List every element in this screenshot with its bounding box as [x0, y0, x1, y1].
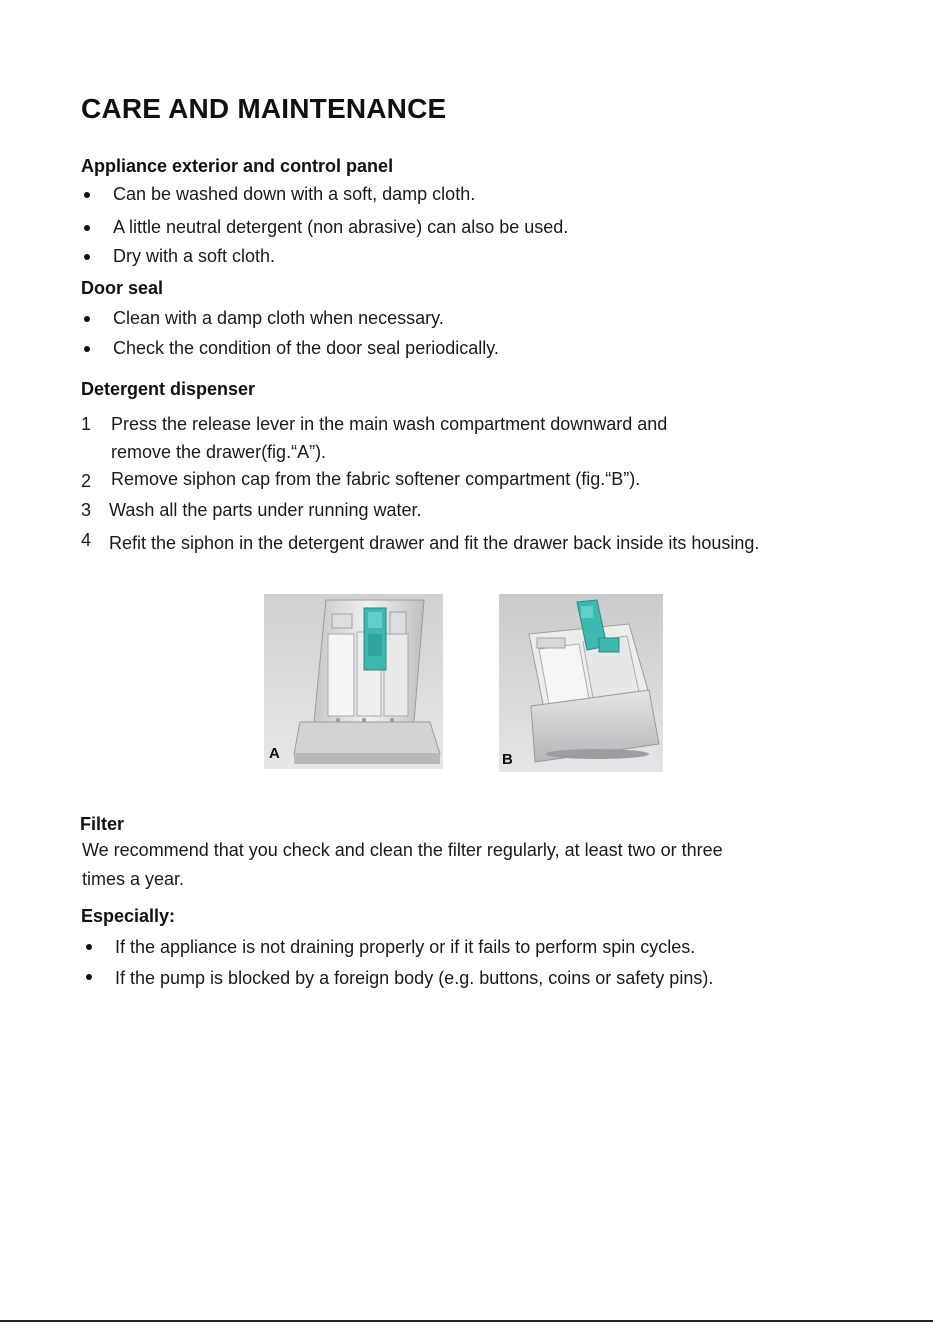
list-item: If the appliance is not draining properly or if it fails to perform spin cycles.	[115, 937, 696, 957]
section-heading-door-seal: Door seal	[81, 278, 164, 298]
list-item: Can be washed down with a soft, damp cloth.	[113, 184, 476, 204]
step-number: 4	[81, 530, 92, 550]
bullet-icon	[84, 225, 90, 231]
step-text: Wash all the parts under running water.	[109, 500, 422, 520]
step-text: Refit the siphon in the detergent drawer and fit the drawer back inside its housing.	[109, 533, 760, 553]
bullet-icon	[84, 192, 90, 198]
section-heading-filter: Filter	[80, 814, 125, 834]
bullet-icon	[86, 974, 92, 980]
paragraph-line: times a year.	[82, 869, 185, 889]
page-title: CARE AND MAINTENANCE	[81, 93, 447, 124]
bullet-icon	[84, 346, 90, 352]
list-item: Clean with a damp cloth when necessary.	[113, 308, 444, 328]
step-text: Remove siphon cap from the fabric softener compartment (fig.“B”).	[111, 469, 641, 489]
detergent-drawer-angled-view-icon	[499, 594, 663, 772]
figure-b-drawer-image	[499, 594, 663, 772]
bullet-icon	[84, 254, 90, 260]
step-text: Press the release lever in the main wash compartment downward and	[111, 414, 668, 434]
list-item: A little neutral detergent (non abrasive) can also be used.	[113, 217, 569, 237]
list-item: Dry with a soft cloth.	[113, 246, 276, 266]
list-item: Check the condition of the door seal periodically.	[113, 338, 499, 358]
step-number: 3	[81, 500, 92, 520]
paragraph-line: We recommend that you check and clean the filter regularly, at least two or three	[82, 840, 723, 860]
bullet-icon	[86, 944, 92, 950]
step-text: remove the drawer(fig.“A”).	[111, 442, 327, 462]
step-number: 2	[81, 471, 92, 491]
bullet-icon	[84, 316, 90, 322]
section-heading-especially: Especially:	[81, 906, 176, 926]
figure-label-b: B	[502, 751, 513, 768]
step-number: 1	[81, 414, 92, 434]
detergent-drawer-top-view-icon	[264, 594, 443, 769]
list-item: If the pump is blocked by a foreign body (e.g. buttons, coins or safety pins).	[115, 968, 714, 988]
page-bottom-border	[0, 1320, 933, 1322]
figure-label-a: A	[269, 745, 280, 762]
section-heading-exterior: Appliance exterior and control panel	[81, 156, 394, 176]
figure-a-drawer-image	[264, 594, 443, 769]
section-heading-dispenser: Detergent dispenser	[81, 379, 256, 399]
